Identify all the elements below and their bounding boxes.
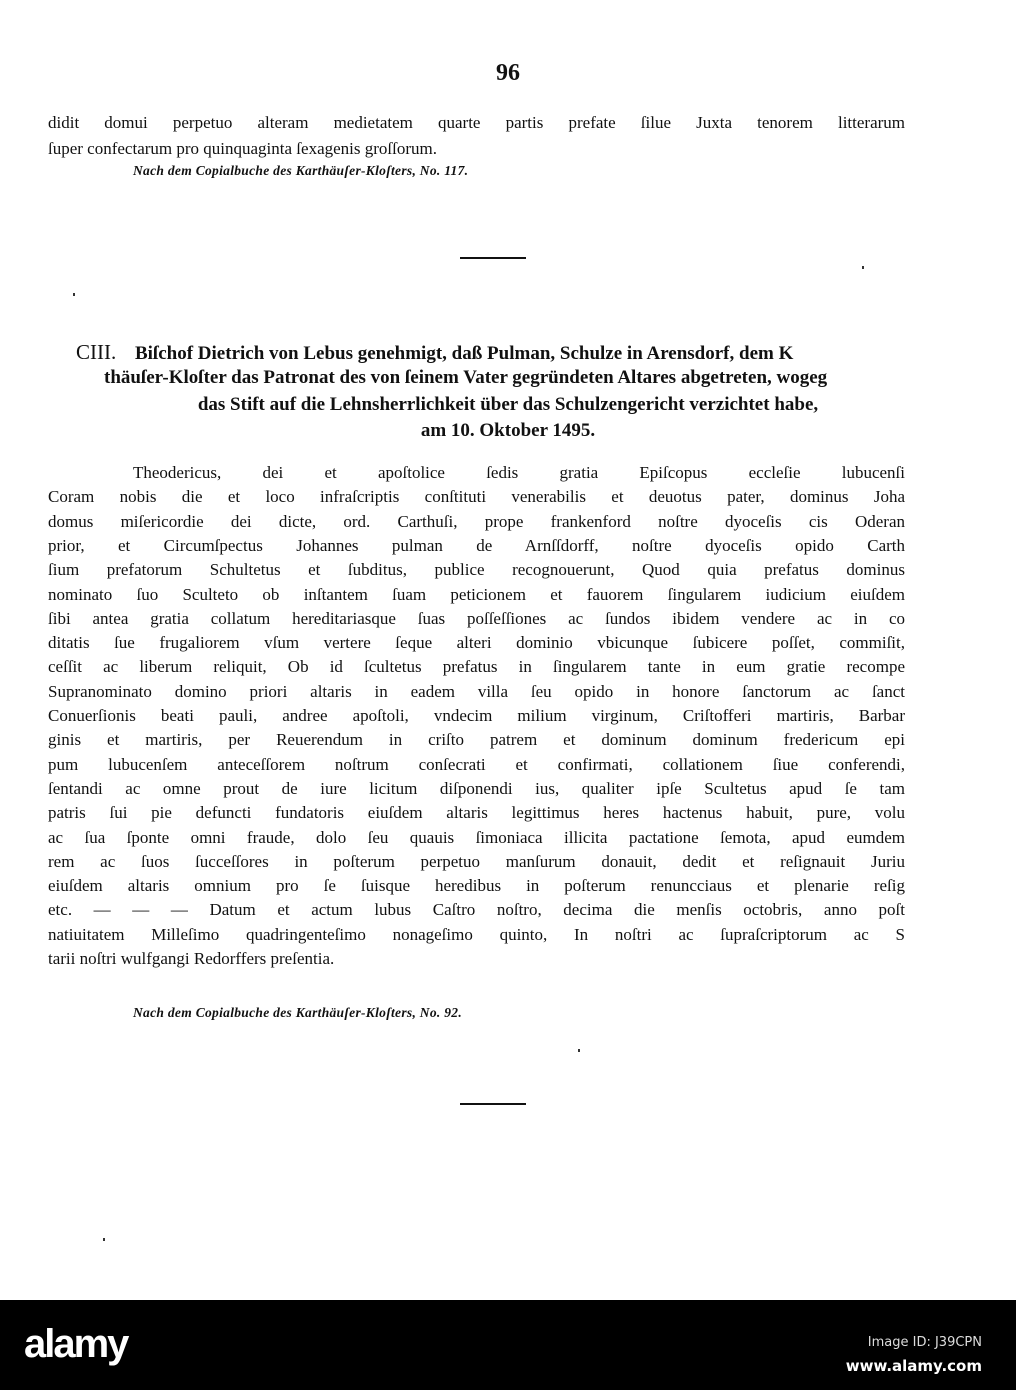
heading-text: Biſchof Dietrich von Lebus genehmigt, daß Pulman, Schulze in Arensdorf, dem K: [135, 343, 794, 364]
document-heading-line-1: [76, 340, 793, 365]
document-heading-line-2: thäuſer-Kloſter das Patronat des von ſeinem Vater gegründeten Altares abgetreten, wogeg: [104, 367, 828, 388]
body-line: domus miſericordie dei dicte, ord. Carthuſi, prope frankenford noſtre dyoceſis cis Oderan: [48, 511, 905, 531]
body-line: etc. — — — Datum et actum lubus Caſtro noſtro, decima die menſis octobris, anno poſt: [48, 900, 905, 920]
body-line: patris ſui pie defuncti fundatoris eiuſdem altaris legittimus heres hactenus habuit, pure, volu: [48, 803, 905, 823]
document-source: Nach dem Copialbuche des Karthäuſer-Kloſters, No. 92.: [133, 1005, 463, 1020]
prev-doc-line: ſuper confectarum pro quinquaginta ſexagenis groſſorum.: [48, 139, 437, 158]
document-heading-line-3: das Stift auf die Lehnsherrlichkeit über das Schulzengericht verzichtet habe,: [197, 394, 819, 415]
body-line: nominato ſuo Sculteto ob inſtantem ſuam peticionem et fauorem ſingularem iudicium eiuſdem: [48, 584, 905, 604]
body-line: ginis et martiris, per Reuerendum in criſto patrem et dominum dominum fredericum epi: [48, 730, 905, 750]
body-line: ſibi antea gratia collatum hereditariasque ſuas poſſeſſiones ac ſundos ibidem vendere ac in co: [48, 608, 905, 628]
speck: [103, 1238, 105, 1241]
prev-doc-source: Nach dem Copialbuche des Karthäuſer-Kloſters, No. 117.: [133, 163, 469, 178]
body-line: ditatis ſue frugaliorem vſum vertere ſeque alteri dominio vbicunque ſubicere poſſet, commiſit,: [48, 633, 905, 653]
body-line: ſium prefatorum Schultetus et ſubditus, publice recognouerunt, Quod quia prefatus dominus: [48, 560, 905, 580]
speck: [578, 1049, 580, 1052]
body-line: ac ſua ſponte omni fraude, dolo ſeu quauis ſimoniaca illicita pactatione ſemota, apud eumdem: [48, 827, 905, 847]
body-line: Theodericus, dei et apoſtolice ſedis gratia Epiſcopus eccleſie lubucenſi: [133, 463, 905, 482]
image-id: Image ID: J39CPN: [867, 1335, 982, 1350]
section-divider: [460, 257, 526, 259]
body-line: tarii noſtri wulfgangi Redorffers preſentia.: [48, 949, 335, 968]
prev-doc-line: didit domui perpetuo alteram medietatem quarte partis prefate ſilue Juxta tenorem litterarum: [48, 113, 905, 132]
body-line: Coram nobis die et loco infraſcriptis conſtituti venerabilis et deuotus pater, dominus Joha: [48, 487, 905, 507]
document-date: am 10. Oktober 1495.: [420, 420, 596, 441]
body-line: pum lubucenſem anteceſſorem noſtrum conſecrati et confirmati, collationem ſiue conferendi,: [48, 754, 905, 774]
body-line: eiuſdem altaris omnium pro ſe ſuisque heredibus in poſterum renuncciaus et plenarie reſig: [48, 876, 905, 896]
site-url: www.alamy.com: [845, 1357, 982, 1375]
speck: [862, 266, 864, 269]
body-line: natiuitatem Milleſimo quadringenteſimo nonageſimo quinto, In noſtri ac ſupraſcriptorum ac S: [48, 924, 905, 944]
body-line: Conuerſionis beati pauli, andree apoſtoli, vndecim milium virginum, Criſtofferi martiris, Barbar: [48, 706, 905, 725]
watermark-bar: [0, 1300, 1016, 1390]
body-line: ſentandi ac omne prout de iure licitum diſponendi ius, qualiter ipſe Scultetus apud ſe tam: [48, 778, 905, 798]
page-number: 96: [496, 60, 520, 86]
alamy-logo: alamy: [24, 1322, 128, 1366]
section-divider: [460, 1103, 526, 1105]
speck: [73, 293, 75, 296]
body-line: prior, et Circumſpectus Johannes pulman de Arnſſdorff, noſtre dyoceſis opido Carth: [48, 535, 905, 555]
body-line: Supranominato domino priori altaris in eadem villa ſeu opido in honore ſanctorum ac ſanct: [48, 681, 905, 701]
body-line: ceſſit ac liberum reliquit, Ob id ſcultetus prefatus in ſingularem tante in eum gratie recompe: [48, 657, 905, 677]
document-number: CIII.: [76, 340, 117, 364]
body-line: rem ac ſuos ſucceſſores in poſterum perpetuo manſurum donauit, dedit et reſignauit Juriu: [48, 851, 905, 871]
